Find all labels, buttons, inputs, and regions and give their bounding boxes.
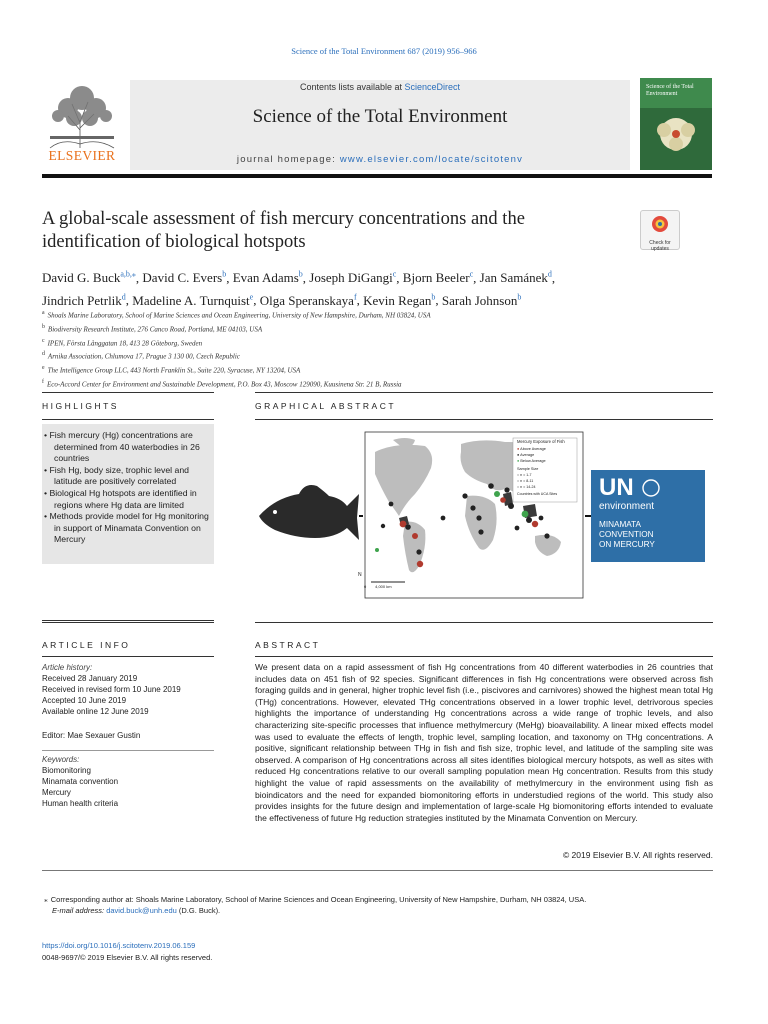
abstract-top-rule	[255, 622, 713, 623]
journal-reference[interactable]: Science of the Total Environment 687 (2019) 956–966	[291, 46, 477, 56]
issn-line: 0048-9697/© 2019 Elsevier B.V. All rights reserved.	[42, 953, 213, 962]
legend-size-3: ○ n = 14-24	[517, 485, 536, 489]
legend-average: ● Average	[517, 453, 535, 457]
abstract-heading: ABSTRACT	[255, 640, 321, 650]
article-info-heading: ARTICLE INFO	[42, 640, 131, 650]
highlight-item: • Methods provide model for Hg monitoring in support of Minamata Convention on Mercury	[44, 511, 209, 545]
author[interactable]: Bjorn Beeler$^c$	[402, 270, 474, 286]
check-updates-button[interactable]	[640, 210, 680, 250]
affiliation: $^b$ Biodiversity Research Institute, 276 Canco Road, Portland, ME 04103, USA	[42, 323, 263, 334]
author[interactable]: Sarah Johnson$^b$	[441, 292, 522, 308]
legend-title: Mercury Exposure of Fish	[517, 439, 565, 444]
history-label: Article history:	[42, 663, 93, 672]
doi-link[interactable]: https://doi.org/10.1016/j.scitotenv.2019.06.159	[42, 941, 196, 950]
author[interactable]: Jan Samánek$^d$	[479, 270, 552, 286]
article-info-mid-rule	[42, 656, 214, 657]
highlights-top-rule	[42, 392, 214, 393]
abstract-bottom-rule	[42, 870, 713, 871]
legend-size-1: ○ n = 1-7	[517, 473, 532, 477]
affiliation: $^f$ Eco-Accord Center for Environment and Sustainable Development, P.O. Box 43, Moscow 129090, Kuusinena Str. 21 B, Russia	[42, 379, 402, 389]
history-received: Received 28 January 2019	[42, 674, 138, 683]
author[interactable]: Jindrich Petrlik$^d$	[42, 292, 126, 308]
email-label: E-mail address:	[52, 906, 105, 915]
keyword[interactable]: Minamata convention	[42, 777, 119, 786]
homepage-prefix: journal homepage:	[236, 154, 340, 165]
legend-size-2: ○ n = 8-11	[517, 479, 534, 483]
article-history	[42, 662, 214, 717]
contents-line	[130, 82, 630, 92]
history-online: Available online 12 June 2019	[42, 707, 149, 716]
graphical-abstract-heading: GRAPHICAL ABSTRACT	[255, 401, 397, 411]
publisher-name: ELSEVIER	[48, 148, 116, 163]
history-accepted: Accepted 10 June 2019	[42, 696, 127, 705]
highlights-list	[44, 430, 216, 546]
highlights-heading: HIGHLIGHTS	[42, 401, 119, 411]
journal-homepage	[130, 154, 630, 165]
affiliation: $^a$ Shoals Marine Laboratory, School of Marine Sciences and Ocean Engineering, University of New Hampshire, Durham, NH 03824, USA	[42, 310, 431, 320]
corresponding-line	[44, 894, 712, 905]
minamata-line-2: CONVENTION	[599, 530, 654, 539]
legend-size-title: Sample Size	[517, 467, 539, 471]
journal-cover[interactable]	[640, 78, 712, 170]
north-arrow: N	[358, 572, 362, 578]
un-environment-text: environment	[599, 501, 655, 512]
keyword[interactable]: Mercury	[42, 788, 71, 797]
keywords-label: Keywords:	[42, 755, 80, 764]
title-line-2: identification of biological hotspots	[42, 232, 306, 252]
legend-above: ● Above Average	[517, 447, 546, 451]
author[interactable]: Madeline A. Turnquist$^e$	[132, 292, 254, 308]
journal-title: Science of the Total Environment	[252, 106, 508, 127]
check-updates-icon	[641, 211, 679, 235]
legend-below: ● Below Average	[517, 459, 546, 463]
keyword[interactable]: Human health criteria	[42, 799, 119, 808]
email-link[interactable]: david.buck@unh.edu	[106, 906, 177, 915]
graphical-abstract-svg	[255, 424, 713, 604]
author-list: David G. Buck$^{a,b,⁎}$, David C. Evers$^b$, Evan Adams$^b$, Joseph DiGangi$^c$, Bjorn Beeler$^c$, Jan Samánek$^d$, Jindrich Petrlik$^d$, Madeline A. Turnquist$^e$, Olga Speranskaya$^f$, Kevin Regan$^b$, Sarah Johnson$^b$	[42, 270, 556, 308]
author[interactable]: David G. Buck$^{a,b,⁎}$	[42, 270, 136, 286]
author[interactable]: David C. Evers$^b$	[142, 270, 227, 286]
keywords	[42, 754, 214, 809]
elsevier-logo[interactable]	[42, 78, 122, 166]
editor: Editor: Mae Sexauer Gustin	[42, 731, 141, 740]
article-info-top-rule	[42, 622, 214, 623]
graphical-abstract-top-rule	[255, 392, 713, 393]
check-updates-label: Check for updates	[649, 240, 671, 252]
graphical-abstract-mid-rule	[255, 419, 713, 420]
scale-label: 0 4,000 km	[364, 584, 392, 589]
abstract-mid-rule	[255, 656, 713, 657]
masthead-rule	[42, 174, 712, 178]
contents-prefix: Contents lists available at	[299, 82, 405, 92]
abstract-body: We present data on a rapid assessment of fish Hg concentrations from 40 different waterbodies in 26 countries that includes data on 451 fish of 92 species. Significant differences in fish Hg concentrations were observed across fish foraging guilds and in general, higher trophic level fish (i.e., piscivores and carnivores) showed the highest mean total Hg (THg) concentrations. However, elevated THg concentrations observed in a lower trophic level, detrivorous species highlights the importance of understanding Hg concentrations across a wide range of trophic levels, and also characterizing site-specific processes that influence methylmercury (MeHg) bioavailability. A linear mixed effects model was used to evaluate the effects of length, trophic level, sampling location, and taxonomy on THg concentrations. A positive, significant relationship between THg in fish and fish size, trophic level, and latitude of the sampling site was observed. A comparison of Hg concentrations across all sites identifies biological mercury hotspots, as well as sites with reduced Hg concentrations relative to our overall sampling population mean Hg concentration. Results from this study highlight the value of rapid assessments on the availability of methylmercury in the environment using fish as bioindicators and the need for expanded biomonitoring efforts in understudied regions of the world. This study also provides insights for the future design and implementation of large-scale Hg biomonitoring efforts intended to evaluate the effectiveness of future Hg reduction strategies instituted by the Minamata Convention on Mercury.	[255, 662, 713, 823]
author[interactable]: Olga Speranskaya$^f$	[259, 292, 357, 308]
corresponding-author-note	[44, 894, 712, 916]
footnote-marker: ⁎	[44, 895, 48, 904]
highlights-mid-rule	[42, 419, 214, 420]
highlight-item: • Fish Hg, body size, trophic level and latitude are positively correlated	[44, 464, 190, 487]
doi-block	[42, 940, 212, 964]
author[interactable]: Evan Adams$^b$	[232, 270, 303, 286]
legend-countries: Countries with UCA Sites	[517, 492, 558, 496]
highlight-item: • Biological Hg hotspots are identified in regions where Hg data are limited	[44, 487, 197, 510]
fish-icon	[259, 485, 359, 540]
keyword[interactable]: Biomonitoring	[42, 766, 91, 775]
cover-title: Science of the Total Environment	[646, 84, 694, 97]
email-suffix: (D.G. Buck).	[178, 906, 221, 915]
highlight-item: • Fish mercury (Hg) concentrations are determined from 40 waterbodies in 26 countries	[44, 430, 200, 464]
highlights-bottom-rule	[42, 620, 214, 621]
un-logo-text: UN	[599, 474, 634, 501]
sciencedirect-link[interactable]: ScienceDirect	[404, 82, 461, 92]
article-title	[42, 208, 582, 254]
minamata-line-1: MINAMATA	[599, 520, 641, 529]
minamata-line-3: ON MERCURY	[599, 540, 655, 549]
corresponding-text: Corresponding author at: Shoals Marine Laboratory, School of Marine Sciences and Ocean Engineering, University of New Hampshire, Durham, NH 03824, USA.	[50, 895, 587, 904]
affiliation-list	[42, 308, 722, 391]
graphical-abstract-figure[interactable]	[255, 424, 713, 604]
affiliation: $^e$ The Intelligence Group LLC, 443 North Franklin St., Suite 220, Syracuse, NY 13204, USA	[42, 365, 301, 375]
keywords-rule	[42, 750, 214, 751]
homepage-link[interactable]: www.elsevier.com/locate/scitotenv	[339, 154, 524, 165]
author[interactable]: Kevin Regan$^b$	[363, 292, 436, 308]
history-revised: Received in revised form 10 June 2019	[42, 685, 181, 694]
abstract-copyright: © 2019 Elsevier B.V. All rights reserved.	[562, 850, 713, 860]
author[interactable]: Joseph DiGangi$^c$	[309, 270, 397, 286]
affiliation: $^d$ Arnika Association, Chlumova 17, Prague 3 130 00, Czech Republic	[42, 351, 240, 361]
affiliation: $^c$ IPEN, Första Långgatan 18, 413 28 Göteborg, Sweden	[42, 337, 203, 347]
title-line-1: A global-scale assessment of fish mercury concentrations and the	[42, 209, 525, 229]
email-line	[52, 905, 712, 916]
